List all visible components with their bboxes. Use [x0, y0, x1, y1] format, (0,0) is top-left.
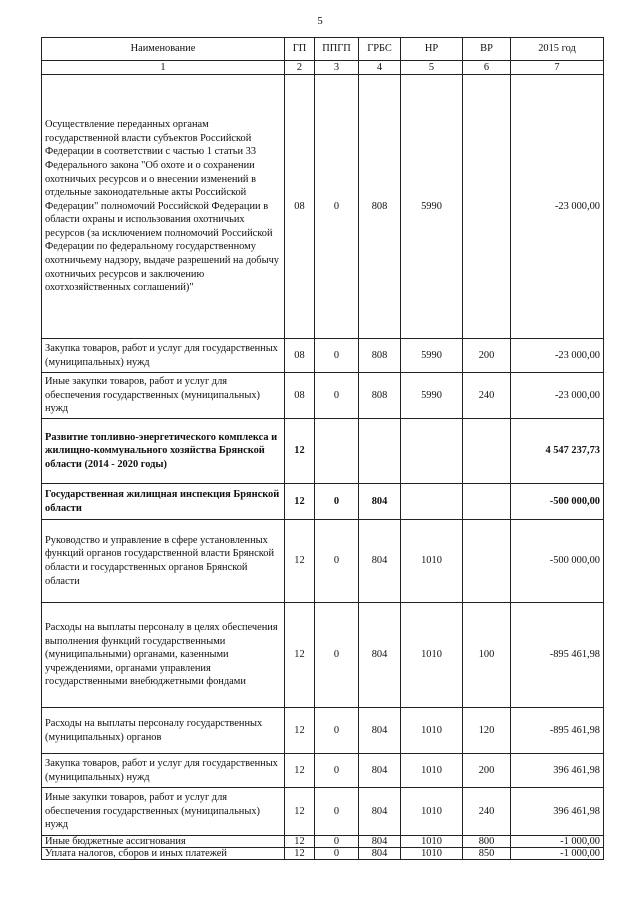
header-grbs: ГРБС — [359, 38, 401, 61]
row-vr: 100 — [463, 603, 511, 708]
row-grbs — [359, 419, 401, 484]
row-grbs: 804 — [359, 484, 401, 520]
page-number: 5 — [317, 15, 323, 27]
table-row — [42, 788, 604, 836]
row-amount: 396 461,98 — [511, 754, 604, 788]
row-amount: -500 000,00 — [511, 484, 604, 520]
row-amount: -23 000,00 — [511, 75, 604, 339]
row-amount: 4 547 237,73 — [511, 419, 604, 484]
row-grbs: 808 — [359, 373, 401, 419]
row-ppgp: 0 — [315, 75, 359, 339]
row-gp: 08 — [285, 339, 315, 373]
row-grbs: 808 — [359, 339, 401, 373]
table-row — [42, 848, 604, 860]
row-nr: 1010 — [401, 520, 463, 603]
row-nr — [401, 419, 463, 484]
row-ppgp: 0 — [315, 603, 359, 708]
row-nr: 1010 — [401, 603, 463, 708]
table-row — [42, 75, 604, 339]
row-ppgp: 0 — [315, 708, 359, 754]
row-ppgp: 0 — [315, 484, 359, 520]
row-name: Иные закупки товаров, работ и услуг для обеспечения государственных (муниципальных) нужд — [42, 373, 285, 419]
row-name: Иные бюджетные ассигнования — [42, 836, 285, 848]
row-gp: 12 — [285, 484, 315, 520]
table-row — [42, 484, 604, 520]
row-vr: 200 — [463, 754, 511, 788]
row-name: Развитие топливно-энергетического комплекса и жилищно-коммунального хозяйства Брянской области (2014 - 2020 годы) — [42, 419, 285, 484]
row-name: Закупка товаров, работ и услуг для государственных (муниципальных) нужд — [42, 339, 285, 373]
row-gp: 12 — [285, 848, 315, 860]
table-row — [42, 708, 604, 754]
column-number: 3 — [315, 61, 359, 75]
row-amount: -23 000,00 — [511, 373, 604, 419]
row-ppgp — [315, 419, 359, 484]
row-vr — [463, 520, 511, 603]
row-gp: 12 — [285, 788, 315, 836]
column-number: 4 — [359, 61, 401, 75]
row-vr: 120 — [463, 708, 511, 754]
row-name: Иные закупки товаров, работ и услуг для обеспечения государственных (муниципальных) нужд — [42, 788, 285, 836]
row-nr: 5990 — [401, 373, 463, 419]
column-number: 6 — [463, 61, 511, 75]
row-ppgp: 0 — [315, 754, 359, 788]
header-ppgp: ППГП — [315, 38, 359, 61]
row-nr: 1010 — [401, 836, 463, 848]
table-row — [42, 339, 604, 373]
row-ppgp: 0 — [315, 520, 359, 603]
header-row — [42, 38, 604, 61]
column-number: 5 — [401, 61, 463, 75]
header-year: 2015 год — [511, 38, 604, 61]
row-ppgp: 0 — [315, 836, 359, 848]
row-amount: -895 461,98 — [511, 708, 604, 754]
row-name: Расходы на выплаты персоналу государственных (муниципальных) органов — [42, 708, 285, 754]
table-row — [42, 419, 604, 484]
budget-table — [41, 37, 604, 860]
column-number: 7 — [511, 61, 604, 75]
row-name: Закупка товаров, работ и услуг для государственных (муниципальных) нужд — [42, 754, 285, 788]
row-vr: 200 — [463, 339, 511, 373]
row-ppgp: 0 — [315, 848, 359, 860]
row-gp: 12 — [285, 419, 315, 484]
row-amount: -500 000,00 — [511, 520, 604, 603]
row-ppgp: 0 — [315, 373, 359, 419]
row-vr: 800 — [463, 836, 511, 848]
row-name: Уплата налогов, сборов и иных платежей — [42, 848, 285, 860]
row-amount: 396 461,98 — [511, 788, 604, 836]
row-grbs: 804 — [359, 754, 401, 788]
column-number: 2 — [285, 61, 315, 75]
header-name: Наименование — [42, 38, 285, 61]
row-gp: 08 — [285, 373, 315, 419]
row-grbs: 804 — [359, 848, 401, 860]
table-row — [42, 836, 604, 848]
row-vr: 240 — [463, 788, 511, 836]
row-amount: -1 000,00 — [511, 836, 604, 848]
row-vr — [463, 75, 511, 339]
row-gp: 12 — [285, 520, 315, 603]
row-name: Расходы на выплаты персоналу в целях обеспечения выполнения функций государственными (муниципальными) органами, казенными учреждениями, органами управления государственными внебюджетными фондами — [42, 603, 285, 708]
row-vr: 240 — [463, 373, 511, 419]
header-gp: ГП — [285, 38, 315, 61]
header-vr: ВР — [463, 38, 511, 61]
column-number-row — [42, 61, 604, 75]
row-nr: 5990 — [401, 75, 463, 339]
header-nr: НР — [401, 38, 463, 61]
row-grbs: 804 — [359, 520, 401, 603]
row-vr: 850 — [463, 848, 511, 860]
row-grbs: 808 — [359, 75, 401, 339]
row-gp: 12 — [285, 708, 315, 754]
row-gp: 12 — [285, 603, 315, 708]
row-ppgp: 0 — [315, 788, 359, 836]
row-nr — [401, 484, 463, 520]
row-nr: 1010 — [401, 708, 463, 754]
row-vr — [463, 484, 511, 520]
row-name: Руководство и управление в сфере установленных функций органов государственной власти Брянской области и государственных органов Брянской области — [42, 520, 285, 603]
row-vr — [463, 419, 511, 484]
row-gp: 12 — [285, 836, 315, 848]
row-nr: 1010 — [401, 848, 463, 860]
row-grbs: 804 — [359, 788, 401, 836]
row-amount: -1 000,00 — [511, 848, 604, 860]
table-row — [42, 603, 604, 708]
row-gp: 12 — [285, 754, 315, 788]
row-nr: 1010 — [401, 788, 463, 836]
row-nr: 1010 — [401, 754, 463, 788]
column-number: 1 — [42, 61, 285, 75]
table-row — [42, 520, 604, 603]
row-name: Осуществление переданных органам государственной власти субъектов Российской Федерации в соответствии с частью 1 статьи 33 Федерального закона "Об охоте и о сохранении охотничьих ресурсов и о внесении изменений в отдельные законодательные акты Российской Федерации" полномочий Российской Федерации в области охраны и использования охотничьих ресурсов (за исключением полномочий Российской Федерации по федеральному государственному охотничьему надзору, выдаче разрешений на добычу охотничьих ресурсов и заключению охотхозяйственных соглашений)" — [42, 75, 285, 339]
row-grbs: 804 — [359, 836, 401, 848]
table-row — [42, 754, 604, 788]
row-grbs: 804 — [359, 708, 401, 754]
row-gp: 08 — [285, 75, 315, 339]
row-ppgp: 0 — [315, 339, 359, 373]
row-amount: -895 461,98 — [511, 603, 604, 708]
row-amount: -23 000,00 — [511, 339, 604, 373]
row-nr: 5990 — [401, 339, 463, 373]
row-grbs: 804 — [359, 603, 401, 708]
table-row — [42, 373, 604, 419]
row-name: Государственная жилищная инспекция Брянской области — [42, 484, 285, 520]
